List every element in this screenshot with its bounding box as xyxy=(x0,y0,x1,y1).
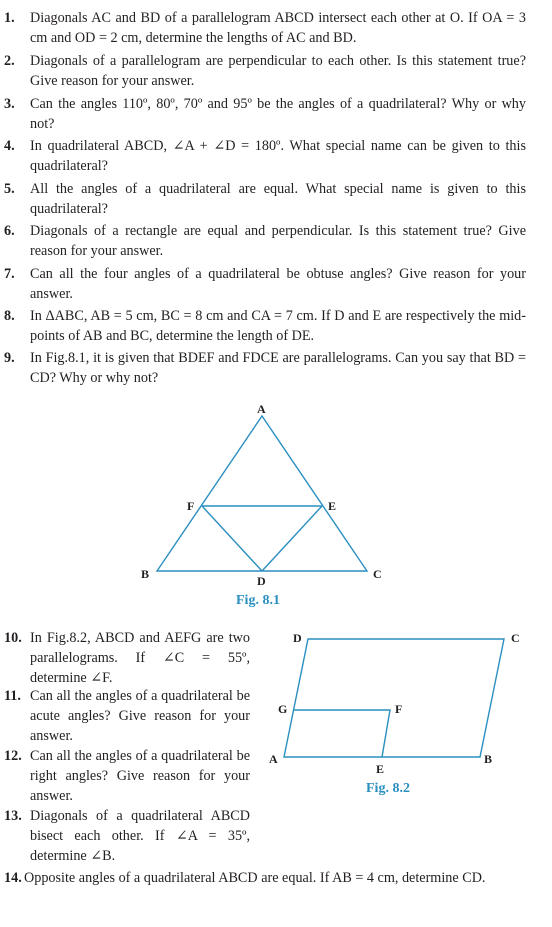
question-number: 7. xyxy=(4,266,15,282)
label-e: E xyxy=(376,762,385,776)
question-text: Diagonals of a parallelogram are perpendicular to each other. Is this statement true? Give reason for your answer. xyxy=(30,53,526,89)
question-text: In ΔABC, AB = 5 cm, BC = 8 cm and CA = 7 cm. If D and E are respectively the mid-points of AB and BC, determine the length of DE. xyxy=(30,308,526,344)
question-number: 10. xyxy=(4,630,22,646)
question-text: Diagonals of a rectangle are equal and perpendicular. Is this statement true? Give reason for your answer. xyxy=(30,223,526,259)
question-number: 13. xyxy=(4,808,22,824)
figure-8-2-caption: Fig. 8.2 xyxy=(366,781,410,796)
question-number: 8. xyxy=(4,308,15,324)
segment-ed xyxy=(262,506,322,571)
parallelogram-aefg xyxy=(294,710,390,757)
parallelogram-abcd xyxy=(284,639,504,757)
question-text: In quadrilateral ABCD, ∠A + ∠D = 180º. What special name can be given to this quadrilateral? xyxy=(30,138,526,174)
label-g: G xyxy=(278,702,288,716)
question-text: Can all the four angles of a quadrilateral be obtuse angles? Give reason for your answer. xyxy=(30,266,526,302)
question-number: 5. xyxy=(4,181,15,197)
question-text: Can all the angles of a quadrilateral be acute angles? Give reason for your answer. xyxy=(30,688,250,744)
triangle-abc xyxy=(157,416,367,571)
question-number: 3. xyxy=(4,96,15,112)
question-number: 9. xyxy=(4,350,15,366)
question-number: 11. xyxy=(4,688,21,704)
label-b: B xyxy=(484,752,493,766)
segment-fd xyxy=(202,506,262,571)
label-a: A xyxy=(269,752,278,766)
question-number: 4. xyxy=(4,138,15,154)
label-a: A xyxy=(257,402,266,416)
label-e: E xyxy=(328,499,337,513)
label-f: F xyxy=(395,702,403,716)
question-text: In Fig.8.1, it is given that BDEF and FDCE are parallelograms. Can you say that BD = CD? Why or why not? xyxy=(30,350,526,386)
parallelogram-diagram xyxy=(262,626,532,776)
question-text: Opposite angles of a quadrilateral ABCD are equal. If AB = 4 cm, determine CD. xyxy=(24,870,486,886)
question-text: Can all the angles of a quadrilateral be right angles? Give reason for your answer. xyxy=(30,748,250,804)
question-number: 1. xyxy=(4,10,15,26)
triangle-diagram xyxy=(130,398,410,598)
question-text: All the angles of a quadrilateral are equal. What special name is given to this quadrilateral? xyxy=(30,181,526,217)
label-d: D xyxy=(257,574,266,588)
question-text: Diagonals of a quadrilateral ABCD bisect each other. If ∠A = 35º, determine ∠B. xyxy=(30,808,250,864)
label-d: D xyxy=(293,631,302,645)
figure-8-2 xyxy=(262,626,532,776)
figure-8-1 xyxy=(130,398,410,598)
question-text: Can the angles 110º, 80º, 70º and 95º be the angles of a quadrilateral? Why or why not? xyxy=(30,96,526,132)
question-number: 6. xyxy=(4,223,15,239)
label-c: C xyxy=(373,567,382,581)
figure-8-1-caption: Fig. 8.1 xyxy=(236,593,280,608)
question-number: 12. xyxy=(4,748,22,764)
question-text: Diagonals AC and BD of a parallelogram ABCD intersect each other at O. If OA = 3 cm and OD = 2 cm, determine the lengths of AC and BD. xyxy=(30,10,526,46)
label-b: B xyxy=(141,567,150,581)
label-c: C xyxy=(511,631,520,645)
question-number: 2. xyxy=(4,53,15,69)
question-text: In Fig.8.2, ABCD and AEFG are two parallelograms. If ∠C = 55º, determine ∠F. xyxy=(30,630,250,686)
question-number: 14. xyxy=(4,870,22,886)
label-f: F xyxy=(187,499,195,513)
